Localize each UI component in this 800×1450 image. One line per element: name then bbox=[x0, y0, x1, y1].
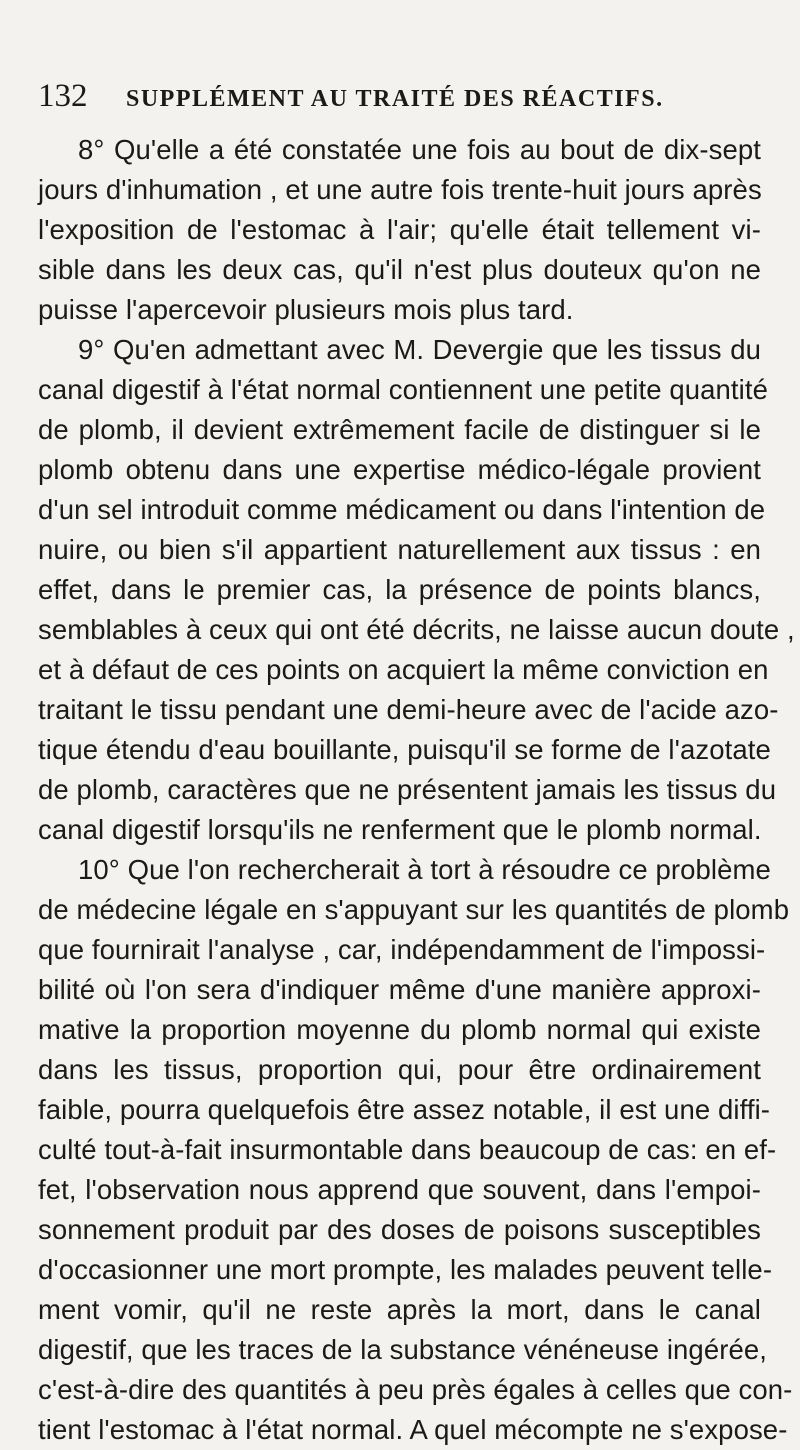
text-line: d'un sel introduit comme médicament ou dans l'intention de bbox=[38, 494, 766, 525]
text-line: que fournirait l'analyse , car, indépendamment de l'impossi- bbox=[38, 934, 766, 965]
paragraph-8 bbox=[38, 130, 761, 330]
paragraph-9 bbox=[38, 330, 795, 850]
text-line: jours d'inhumation , et une autre fois trente-huit jours après bbox=[38, 174, 762, 205]
text-line: et à défaut de ces points on acquiert la même conviction en bbox=[38, 654, 769, 685]
text-line: tient l'estomac à l'état normal. A quel mécompte ne s'expose- bbox=[38, 1414, 788, 1445]
running-title: SUPPLÉMENT AU TRAITÉ DES RÉACTIFS. bbox=[126, 86, 664, 112]
text-line: sonnement produit par des doses de poisons susceptibles bbox=[38, 1214, 761, 1245]
text-line: nuire, ou bien s'il appartient naturellement aux tissus : en bbox=[38, 534, 761, 565]
text-line: canal digestif lorsqu'ils ne renferment que le plomb normal. bbox=[38, 814, 762, 845]
text-line: semblables à ceux qui ont été décrits, ne laisse aucun doute , bbox=[38, 614, 795, 645]
text-line: effet, dans le premier cas, la présence de points blancs, bbox=[38, 574, 761, 605]
page-number: 132 bbox=[38, 78, 88, 114]
page-body bbox=[38, 130, 795, 1450]
text-line: c'est-à-dire des quantités à peu près égales à celles que con- bbox=[38, 1374, 793, 1405]
text-line: faible, pourra quelquefois être assez notable, il est une diffi- bbox=[38, 1094, 771, 1125]
text-line: bilité où l'on sera d'indiquer même d'une manière approxi- bbox=[38, 974, 761, 1005]
text-line: 10° Que l'on rechercherait à tort à résoudre ce problème bbox=[78, 854, 771, 885]
paragraph-10 bbox=[38, 850, 793, 1450]
text-line: d'occasionner une mort prompte, les malades peuvent telle- bbox=[38, 1254, 773, 1285]
text-line: de plomb, caractères que ne présentent jamais les tissus du bbox=[38, 774, 777, 805]
text-line: tique étendu d'eau bouillante, puisqu'il se forme de l'azotate bbox=[38, 734, 771, 765]
text-line: puisse l'apercevoir plusieurs mois plus tard. bbox=[38, 294, 574, 325]
text-line: l'exposition de l'estomac à l'air; qu'elle était tellement vi- bbox=[38, 214, 761, 245]
text-line: digestif, que les traces de la substance vénéneuse ingérée, bbox=[38, 1334, 768, 1365]
text-line: fet, l'observation nous apprend que souvent, dans l'empoi- bbox=[38, 1174, 761, 1205]
text-line: 8° Qu'elle a été constatée une fois au bout de dix-sept bbox=[78, 134, 761, 165]
running-head bbox=[38, 78, 758, 118]
text-line: canal digestif à l'état normal contiennent une petite quantité bbox=[38, 374, 768, 405]
text-line: dans les tissus, proportion qui, pour être ordinairement bbox=[38, 1054, 761, 1085]
text-line: 9° Qu'en admettant avec M. Devergie que les tissus du bbox=[78, 334, 761, 365]
text-line: traitant le tissu pendant une demi-heure avec de l'acide azo- bbox=[38, 694, 779, 725]
text-line: ment vomir, qu'il ne reste après la mort, dans le canal bbox=[38, 1294, 761, 1325]
text-line: culté tout-à-fait insurmontable dans beaucoup de cas: en ef- bbox=[38, 1134, 777, 1165]
text-line: plomb obtenu dans une expertise médico-légale provient bbox=[38, 454, 761, 485]
text-line: sible dans les deux cas, qu'il n'est plus douteux qu'on ne bbox=[38, 254, 761, 285]
text-line: de médecine légale en s'appuyant sur les quantités de plomb bbox=[38, 894, 790, 925]
text-line: de plomb, il devient extrêmement facile de distinguer si le bbox=[38, 414, 761, 445]
text-line: mative la proportion moyenne du plomb normal qui existe bbox=[38, 1014, 761, 1045]
